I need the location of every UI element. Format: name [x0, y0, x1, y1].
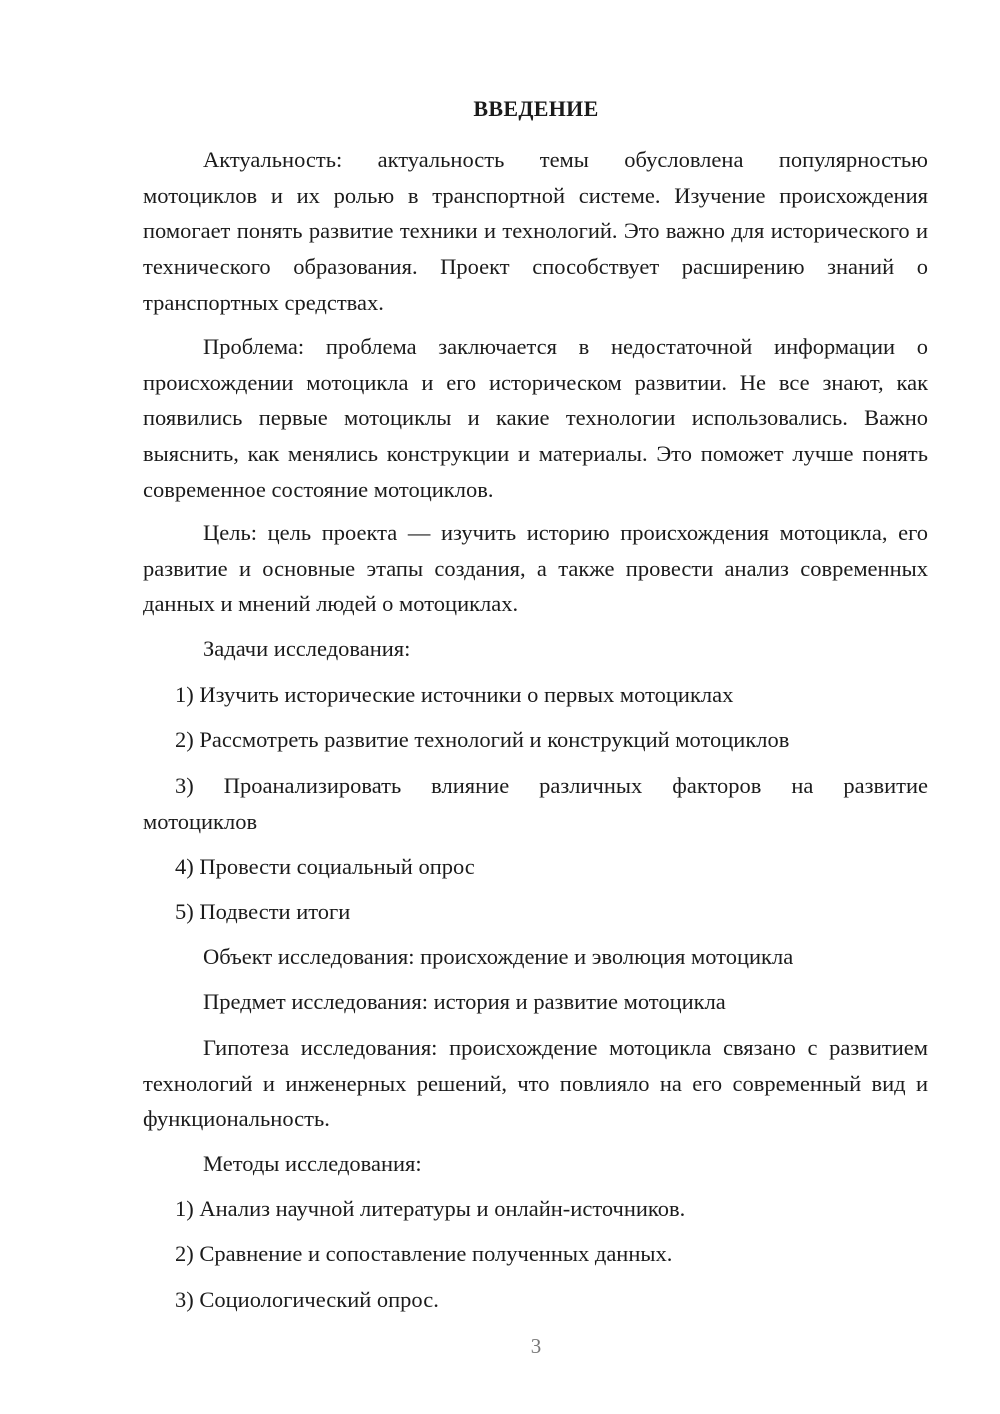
task-item-3-line-2: мотоциклов — [143, 808, 258, 834]
task-3-block — [143, 768, 928, 839]
task-item-2: 2) Рассмотреть развитие технологий и конструкций мотоциклов — [175, 727, 790, 752]
task-5-block — [143, 894, 928, 930]
research-subject: Предмет исследования: история и развитие мотоцикла — [203, 989, 726, 1014]
subject-block — [143, 984, 928, 1020]
page-number: 3 — [530, 1334, 542, 1358]
goal-paragraph: Цель: цель проекта — изучить историю происхождения мотоцикла, его развитие и основные этапы создания, а также провести анализ современных данных и мнений людей о мотоциклах. — [143, 520, 928, 617]
problem-paragraph: Проблема: проблема заключается в недостаточной информации о происхождении мотоцикла и его историческом развитии. Не все знают, как появились первые мотоциклы и какие технологии использовались. Важно выяснить, как менялись конструкции и материалы. Это поможет лучше понять современное состояние мотоциклов. — [143, 334, 928, 502]
methods-heading-block — [143, 1146, 928, 1182]
task-2-block — [143, 722, 928, 758]
task-item-5: 5) Подвести итоги — [175, 899, 351, 924]
relevance-paragraph: Актуальность: актуальность темы обусловлена популярностью мотоциклов и их ролью в транспортной системе. Изучение происхождения помогает понять развитие техники и технологий. Это важно для исторического и технического образования. Проект способствует расширению знаний о транспортных средствах. — [143, 147, 928, 315]
object-block — [143, 939, 928, 975]
relevance-block — [143, 142, 928, 321]
method-1-block — [143, 1191, 928, 1227]
task-4-block — [143, 849, 928, 885]
hypothesis-block — [143, 1030, 928, 1137]
goal-block — [143, 515, 928, 622]
task-item-3 — [143, 768, 928, 839]
tasks-heading: Задачи исследования: — [203, 636, 411, 661]
method-3-block — [143, 1282, 928, 1318]
page-title: ВВЕДЕНИЕ — [473, 96, 599, 121]
method-item-2: 2) Сравнение и сопоставление полученных данных. — [175, 1241, 673, 1266]
method-item-1: 1) Анализ научной литературы и онлайн-источников. — [175, 1196, 686, 1221]
task-item-3-line-1: 3) Проанализировать влияние различных факторов на развитие — [175, 773, 928, 798]
task-item-4: 4) Провести социальный опрос — [175, 854, 475, 879]
research-object: Объект исследования: происхождение и эволюция мотоцикла — [203, 944, 794, 969]
method-2-block — [143, 1236, 928, 1272]
tasks-heading-block — [143, 631, 928, 667]
hypothesis-paragraph: Гипотеза исследования: происхождение мотоцикла связано с развитием технологий и инженерных решений, что повлияло на его современный вид и функциональность. — [143, 1035, 928, 1132]
methods-heading: Методы исследования: — [203, 1151, 422, 1176]
method-item-3: 3) Социологический опрос. — [175, 1287, 439, 1312]
task-item-1: 1) Изучить исторические источники о первых мотоциклах — [175, 682, 734, 707]
task-1-block — [143, 677, 928, 713]
problem-block — [143, 329, 928, 508]
